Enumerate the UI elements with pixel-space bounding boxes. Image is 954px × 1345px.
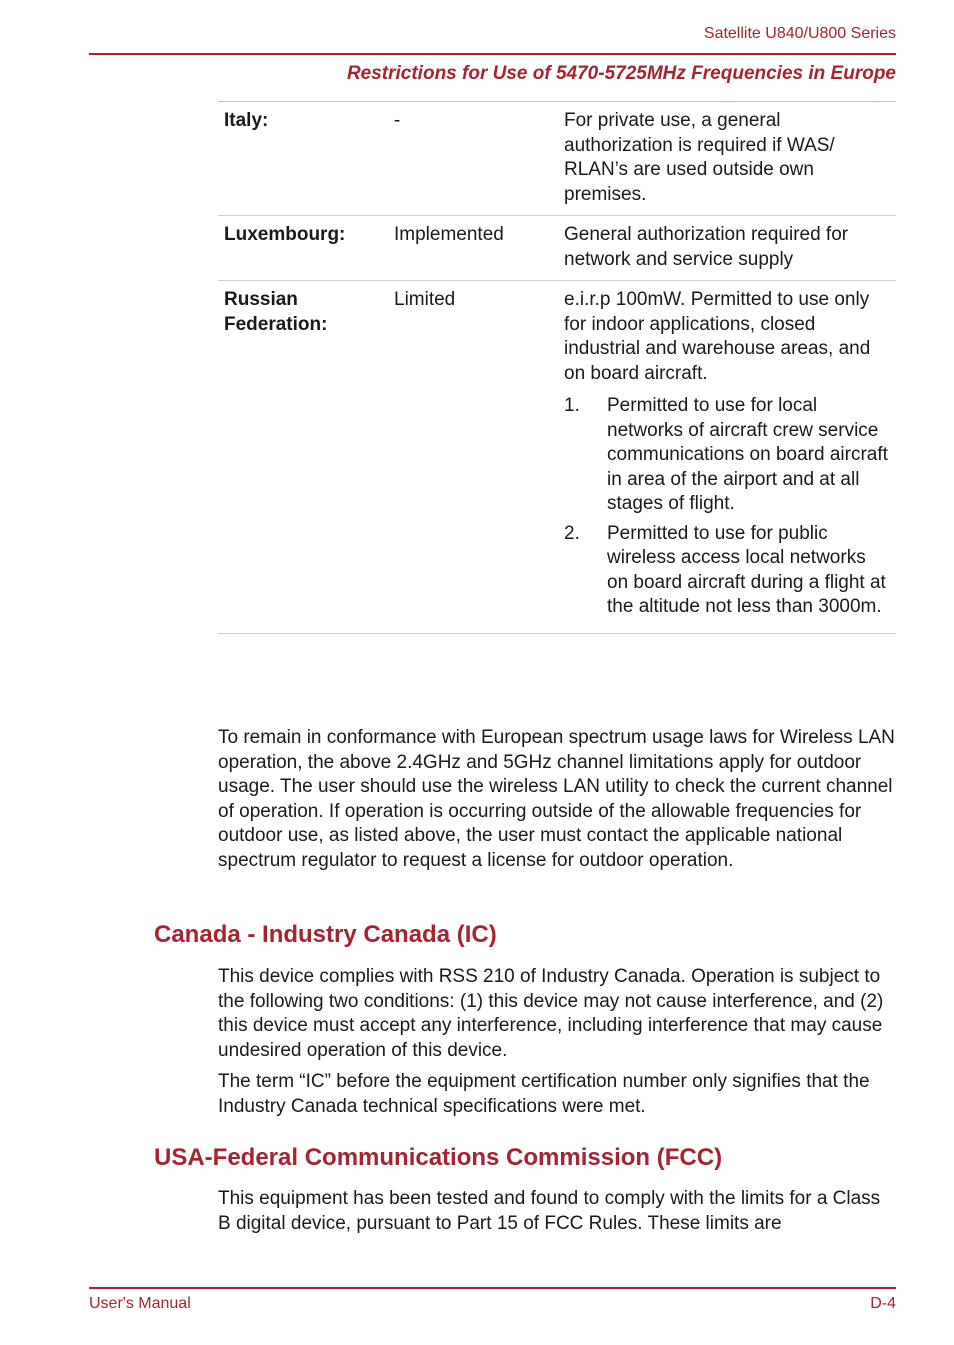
list-item bbox=[564, 394, 890, 517]
table-row bbox=[218, 102, 896, 216]
header-rule bbox=[89, 53, 896, 55]
status-cell: Limited bbox=[388, 281, 558, 634]
country-cell bbox=[218, 281, 388, 634]
section-heading-canada: Canada - Industry Canada (IC) bbox=[154, 921, 497, 948]
europe-paragraph: To remain in conformance with European spectrum usage laws for Wireless LAN operation, the above 2.4GHz and 5GHz channel limitations apply for outdoor usage. The user should use the wireless LAN utility to check the current channel of operation. If operation is occurring outside of the allowable frequencies for outdoor use, as listed above, the user must contact the applicable national spectrum regulator to request a license for outdoor operation. bbox=[218, 727, 895, 871]
footer-rule bbox=[89, 1287, 896, 1289]
table-row bbox=[218, 281, 896, 634]
country-cell: Luxembourg: bbox=[218, 216, 388, 281]
running-header: Satellite U840/U800 Series bbox=[703, 25, 896, 42]
canada-paragraph: This device complies with RSS 210 of Industry Canada. Operation is subject to the following two conditions: (1) this device may not cause interference, and (2) this device must accept any interference, including interference that may cause undesired operation of this device. bbox=[218, 966, 884, 1061]
frequency-restrictions-table bbox=[218, 101, 896, 634]
country-line: Russian bbox=[224, 289, 298, 310]
canada-paragraph: The term “IC” before the equipment certification number only signifies that the Industry Canada technical specifications were met. bbox=[218, 1071, 870, 1117]
note-cell: For private use, a general authorization is required if WAS/ RLAN’s are used outside own premises. bbox=[558, 102, 896, 216]
list-text: Permitted to use for public wireless access local networks on board aircraft during a flight at the altitude not less than 3000m. bbox=[607, 522, 886, 617]
table-caption: Restrictions for Use of 5470-5725MHz Frequencies in Europe bbox=[346, 63, 896, 84]
country-cell: Italy: bbox=[218, 102, 388, 216]
table-row bbox=[218, 216, 896, 281]
list-item bbox=[564, 522, 890, 620]
status-cell: Implemented bbox=[388, 216, 558, 281]
list-number: 1. bbox=[564, 395, 580, 416]
footer-manual-label: User's Manual bbox=[89, 1295, 191, 1312]
page-number: D-4 bbox=[870, 1295, 896, 1312]
note-cell: General authorization required for network and service supply bbox=[558, 216, 896, 281]
list-number: 2. bbox=[564, 522, 580, 544]
list-text: Permitted to use for local networks of aircraft crew service communications on board aircraft in area of the airport and at all stages of flight. bbox=[607, 395, 888, 514]
note-cell bbox=[558, 281, 896, 634]
status-cell: - bbox=[388, 102, 558, 216]
numbered-list bbox=[564, 394, 890, 620]
note-text: e.i.r.p 100mW. Permitted to use only for indoor applications, closed industrial and warehouse areas, and on board aircraft. bbox=[564, 289, 871, 384]
section-heading-fcc: USA-Federal Communications Commission (FCC) bbox=[154, 1144, 723, 1171]
country-line: Federation: bbox=[224, 313, 328, 335]
fcc-paragraph: This equipment has been tested and found to comply with the limits for a Class B digital device, pursuant to Part 15 of FCC Rules. These limits are bbox=[218, 1188, 881, 1234]
